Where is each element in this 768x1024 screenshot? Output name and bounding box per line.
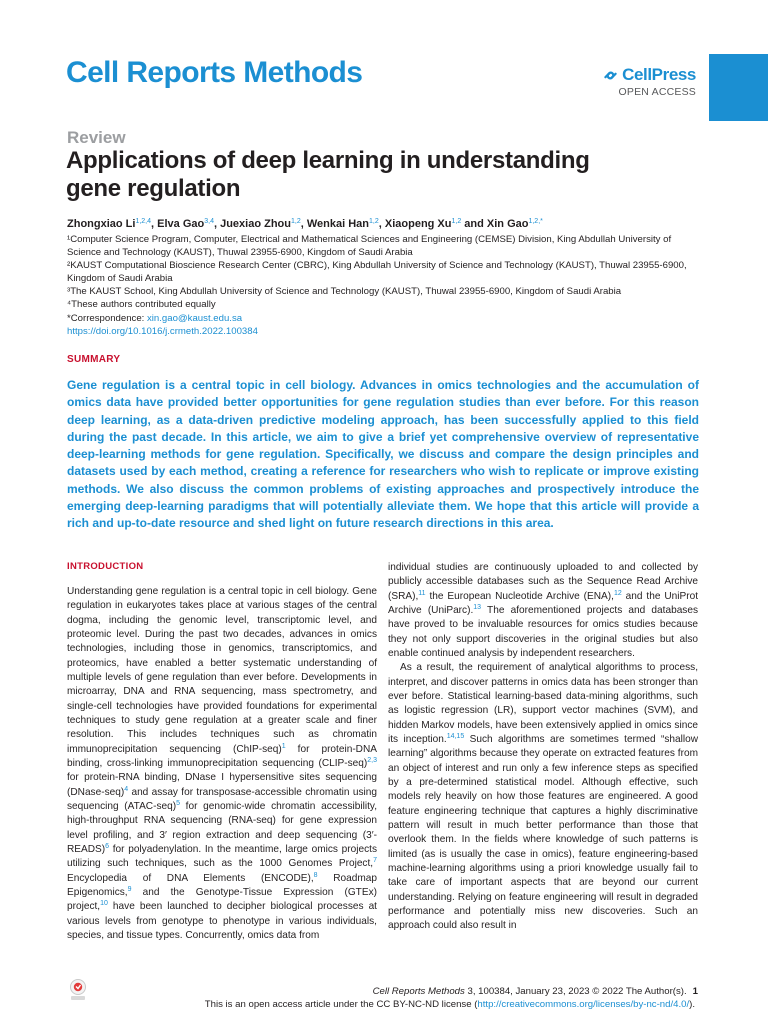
citation-reference[interactable]: 14,15 [446,732,465,740]
author-affiliation-marker: 1,2 [451,218,462,225]
open-access-label: OPEN ACCESS [618,86,696,98]
page-edge-tab [709,54,768,121]
body-column-left [67,585,377,943]
body-column-right [388,561,698,934]
author-name: Xin Gao [486,218,529,230]
check-for-updates-icon[interactable] [67,978,89,1002]
author-affiliation-marker: 1,2 [291,218,301,225]
citation-reference[interactable]: 1 [281,742,286,750]
author-affiliation-marker: 3,4 [204,218,214,225]
author-name: Wenkai Han [306,218,370,230]
citation-reference[interactable]: 2,3 [367,756,377,764]
article-title: Applications of deep learning in understanding gene regulation [66,147,590,202]
intro-paragraph-3: As a result, the requirement of analytical algorithms to process, interpret, and discover patterns in omics data has been stronger than ever before. Statistical learning-based data-mining algorithms, such as logistic regression (LR), support vector machines (SVM), and hidden Markov models, have been extensively applied in omics since its inception.$^{14,15}$ Such algorithms are sometimes termed “shallow learning” algorithms because they operate on extracted features from an object of interest and run only a few inference steps as specified by a pre-determined statistical model. Although effective, such models rely heavily on how those features are engineered. A good feature engineering technique that captures a highly discriminative pattern will result in much better performance than those that overlook them. In the fields where knowledge of such patterns is limited (as is usually the case in omics), feature engineering-based machine-learning algorithms using a priori knowledge usually fail to take care of important aspects that are beyond our current understanding. Relying on feature engineering will result in degraded performance and potentially miss new discoveries. Such an approach could also result in [388,662,699,932]
citation-reference[interactable]: 5 [176,799,180,807]
affiliation-1: ¹Computer Science Program, Computer, Electrical and Mathematical Sciences and Engineering (CEMSE) Division, King Abdullah University of Science and Technology (KAUST), Thuwal 23955-6900, Kingdom of Saudi Arabia [67,234,672,259]
publisher-badge[interactable] [588,65,696,98]
correspondence-label: *Correspondence: [67,312,147,324]
introduction-heading: INTRODUCTION [67,561,144,572]
author-name: Juexiao Zhou [220,218,291,230]
affiliations [67,233,707,338]
license-link[interactable]: http://creativecommons.org/licenses/by-nc-nd/4.0/ [477,999,690,1010]
citation-reference[interactable]: 11 [418,589,426,597]
author-name: Elva Gao [157,218,205,230]
publisher-name: CellPress [622,65,696,84]
summary-heading: SUMMARY [67,354,121,365]
article-type: Review [67,128,126,147]
author-name: Zhongxiao Li [67,218,136,230]
journal-title: Cell Reports Methods [66,56,363,89]
citation-reference[interactable]: 7 [373,857,377,865]
citation-details: 3, 100384, January 23, 2023 © 2022 The Author(s). [464,986,687,997]
author-affiliation-marker: 1,2 [369,218,379,225]
affiliation-3: ³The KAUST School, King Abdullah University of Science and Technology (KAUST), Thuwal 23955-6900, Kingdom of Saudi Arabia [67,286,622,298]
citation-reference[interactable]: 6 [105,842,110,850]
citation-reference[interactable]: 13 [473,603,482,611]
doi-link[interactable]: https://doi.org/10.1016/j.crmeth.2022.100384 [67,325,258,337]
citation-reference[interactable]: 8 [313,871,318,879]
citation-reference[interactable]: 10 [100,900,108,908]
intro-paragraph-2: individual studies are continuously uploaded to and collected by publicly accessible databases such as the Sequence Read Archive (SRA),$^{11}$ the European Nucleotide Archive (ENA),$^{12}$ and the UniProt Archive (UniParc).$^{13}$ The aforementioned projects and databases have proved to be invaluable resources for omics studies because they not only support discoveries in the original studies but also enable continued analysis by independent researchers. [388,562,699,659]
citation-journal: Cell Reports Methods [372,986,465,997]
license-line [150,999,695,1010]
page-number: 1 [692,986,698,997]
summary-text: Gene regulation is a central topic in cell biology. Advances in omics technologies and the accumulation of omics data have provided better opportunities for gene regulation studies than ever before. For this reason deep learning, as a data-driven predictive modeling approach, has been successfully applied to this field during the past decade. In this article, we aim to give a brief yet comprehensive overview of representative deep-learning methods for gene regulation. Specifically, we discuss and compare the design principles and datasets used by each method, creating a reference for researchers who wish to replicate or improve existing methods. We also discuss the common problems of existing approaches and prospectively introduce the emerging deep-learning paradigms that will potentially alleviate them. We hope that this article will provide a rich and up-to-date resource and shed light on future research directions in this area. [67,378,699,531]
author-name: Xiaopeng Xu [384,218,452,230]
citation-reference[interactable]: 12 [613,589,622,597]
cellpress-logo [588,65,696,85]
citation-reference[interactable]: 9 [127,885,132,893]
license-close: ). [689,999,695,1010]
license-text: This is an open access article under the CC BY-NC-ND license ( [204,999,478,1010]
citation-line [300,986,698,997]
citation-reference[interactable]: 4 [124,785,129,793]
author-affiliation-marker: 1,2,4 [135,218,152,225]
author-affiliation-marker: 1,2,* [528,218,543,225]
correspondence [67,312,707,325]
correspondence-email-link[interactable]: xin.gao@kaust.edu.sa [147,312,243,324]
cellpress-chain-icon [602,67,619,84]
author-list: Zhongxiao Li$^{1,2,4}$, Elva Gao$^{3,4}$, Juexiao Zhou$^{1,2}$, Wenkai Han$^{1,2}$, Xiaopeng Xu$^{1,2}$ and Xin Gao$^{1,2,*}$ [67,218,543,230]
intro-paragraph-1: Understanding gene regulation is a central topic in cell biology. Gene regulation in eukaryotes takes place at various stages of the central dogma, including the genomic level, transcriptomic level, and proteomic level. During the past two decades, advances in omics technologies, including those in genomics, transcriptomics, and proteomics, have enabled a better systematic understanding of multiple levels of gene regulation than ever before. Developments in microarray, DNA and RNA sequencing, mass spectrometry, and single-cell technologies have provided foundations for experimental techniques to study gene regulation at a greater scale and finer resolution. This includes techniques such as chromatin immunoprecipitation sequencing (ChIP-seq)$^1$ for protein-DNA binding, cross-linking immunoprecipitation sequencing (CLIP-seq)$^{2,3}$ for protein-RNA binding, DNase I hypersensitive sites sequencing (DNase-seq)$^4$ and assay for transposase-accessible chromatin using sequencing (ATAC-seq)$^5$ for genomic-wide chromatin accessibility, high-throughput RNA sequencing (RNA-seq) for gene expression level profiling, and 3′ region extraction and deep sequencing (3′-READS)$^6$ for polyadenylation. In the meantime, large omics projects utilizing such techniques, such as the 1000 Genomes Project,$^7$ Encyclopedia of DNA Elements (ENCODE),$^8$ Roadmap Epigenomics,$^9$ and the Genotype-Tissue Expression (GTEx) project,$^{10}$ have been launched to decipher biological processes at various levels from genotype to phenotype in various individuals, species, and tissue types. Concurrently, omics data from [67,586,377,941]
affiliation-4: ⁴These authors contributed equally [67,299,216,311]
affiliation-2: ²KAUST Computational Bioscience Research Center (CBRC), King Abdullah University of Science and Technology (KAUST), Thuwal 23955-6900, Kingdom of Saudi Arabia [67,260,687,285]
